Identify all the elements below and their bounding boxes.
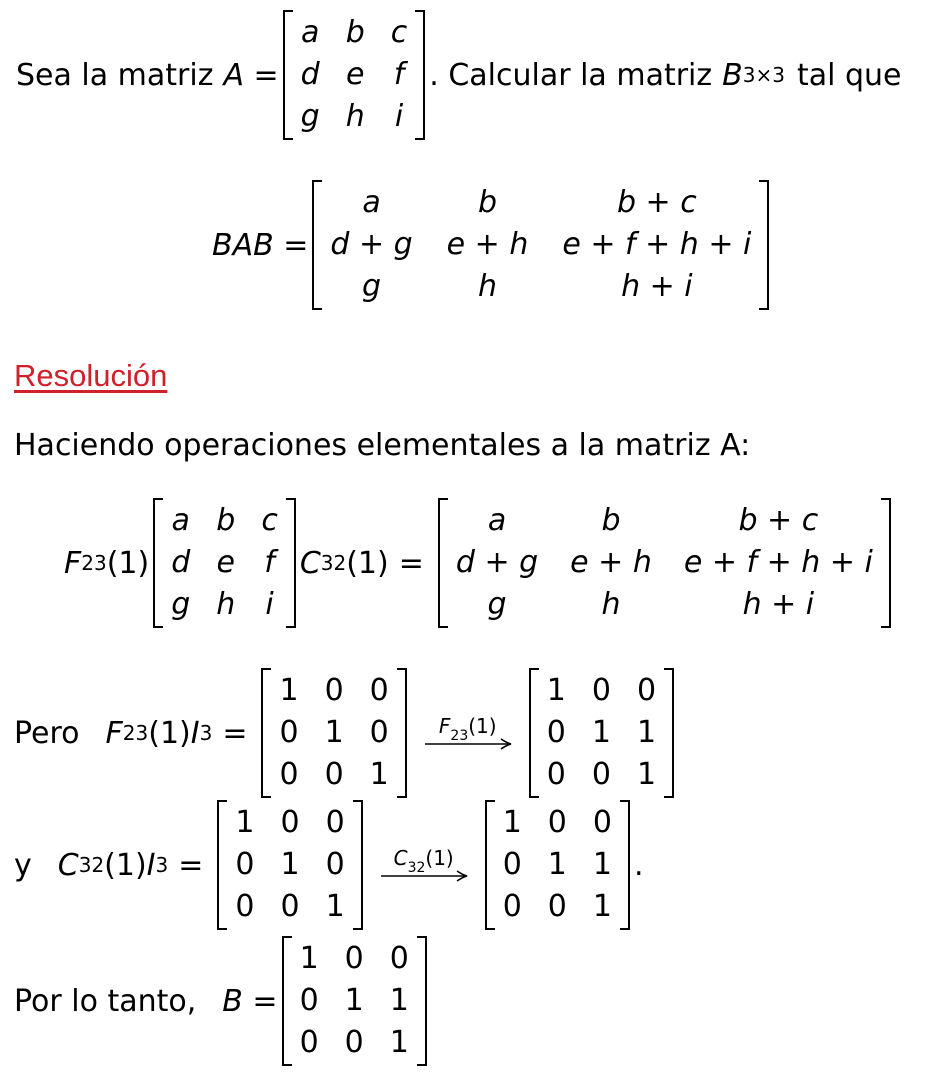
matrix-cell: a	[487, 503, 507, 538]
matrix-cell: 0	[280, 805, 300, 840]
pero-identity-matrix	[261, 668, 406, 798]
matrix-cell: 1	[591, 715, 611, 750]
matrix-cell: 0	[344, 941, 364, 976]
y-C-argument: (1)	[104, 847, 147, 883]
y-equals: =	[178, 847, 204, 883]
matrix-cell: 0	[324, 673, 344, 708]
matrix-cell: b	[345, 15, 365, 50]
matrix-cell: b	[601, 503, 621, 538]
ops-result-matrix	[438, 498, 891, 628]
matrix-B-symbol: B	[722, 57, 743, 93]
matrix-cell: 1	[502, 805, 522, 840]
right-arrow-icon	[423, 737, 513, 751]
matrix-cell: h + i	[621, 269, 693, 304]
matrix-cell: 0	[547, 805, 567, 840]
matrix-cell: 0	[279, 757, 299, 792]
matrix-cell: d	[300, 57, 320, 92]
matrix-cell: 1	[389, 983, 409, 1018]
matrix-cell: e + f + h + i	[683, 545, 873, 580]
matrix-A-label: A =	[223, 57, 279, 93]
C-symbol: C	[299, 545, 321, 581]
matrix-A-grid	[293, 10, 416, 140]
pero-result-matrix	[529, 668, 674, 798]
matrix-cell: b	[477, 185, 498, 220]
y-arrow-C: C	[393, 846, 408, 870]
matrix-cell: b	[216, 503, 236, 538]
y-label: y	[14, 847, 32, 883]
matrix-cell: 0	[591, 757, 611, 792]
matrix-cell: 1	[636, 715, 657, 750]
y-result-grid	[495, 800, 620, 930]
matrix-cell: g	[361, 269, 382, 304]
matrix-cell: h	[216, 587, 236, 622]
matrix-cell: 0	[502, 847, 522, 882]
matrix-cell: 0	[279, 715, 299, 750]
statement-calc: . Calcular la matriz	[429, 57, 713, 93]
matrix-cell: a	[171, 503, 190, 538]
statement-sea: Sea la matriz	[16, 57, 214, 93]
matrix-cell: 0	[325, 805, 345, 840]
matrix-cell: 0	[369, 715, 389, 750]
pero-F-argument: (1)	[148, 715, 191, 751]
conclusion-line	[14, 936, 431, 1066]
ops-matrix-A-grid	[163, 498, 286, 628]
matrix-cell: a	[301, 15, 320, 50]
matrix-cell: 0	[591, 673, 611, 708]
pero-F-symbol: F	[105, 715, 123, 751]
matrix-cell: i	[265, 587, 274, 622]
matrix-cell: e	[216, 545, 236, 580]
matrix-cell: b + c	[738, 503, 819, 538]
resolution-intro	[14, 428, 750, 463]
matrix-cell: f	[264, 545, 275, 580]
bab-lhs: BAB =	[212, 227, 309, 263]
y-arrow-C-sub: 32	[407, 860, 426, 876]
pero-identity-grid	[271, 668, 396, 798]
matrix-cell: f	[393, 57, 405, 92]
matrix-cell: 0	[369, 673, 389, 708]
resolution-heading: Resolución	[14, 358, 168, 393]
pero-arrow-F-sub: 23	[450, 728, 469, 744]
matrix-cell: e + f + h + i	[562, 227, 752, 262]
ops-matrix-A	[153, 498, 296, 628]
bab-matrix-grid	[322, 180, 759, 310]
conclusion-B-label: B =	[222, 983, 278, 1019]
matrix-cell: 1	[235, 805, 255, 840]
matrix-A	[283, 10, 426, 140]
matrix-cell: 0	[235, 847, 255, 882]
matrix-cell: 1	[636, 757, 657, 792]
matrix-cell: 1	[344, 983, 364, 1018]
matrix-cell: 0	[299, 1025, 319, 1060]
matrix-cell: 0	[636, 673, 657, 708]
matrix-cell: 0	[547, 889, 567, 924]
matrix-cell: 0	[344, 1025, 364, 1060]
ops-equals: =	[398, 545, 424, 581]
bab-matrix	[312, 180, 769, 310]
matrix-cell: 0	[546, 757, 566, 792]
y-result-matrix	[485, 800, 630, 930]
matrix-cell: 1	[546, 673, 566, 708]
matrix-cell: 0	[389, 941, 409, 976]
y-identity-grid	[227, 800, 352, 930]
matrix-cell: h + i	[742, 587, 815, 622]
elementary-ops-equation: F 23 (1) a b c d e f g h i C 32 (1) = a b b + c d + g e + h e + f + h + i g h h + i	[64, 498, 895, 628]
bab-equation	[212, 180, 773, 310]
matrix-cell: 0	[299, 983, 319, 1018]
matrix-cell: 1	[389, 1025, 409, 1060]
matrix-cell: c	[261, 503, 278, 538]
pero-equals: =	[222, 715, 248, 751]
resolution-intro-text: Haciendo operaciones elementales a la matriz A:	[14, 428, 751, 463]
matrix-cell: 1	[547, 847, 567, 882]
matrix-cell: h	[477, 269, 497, 304]
matrix-cell: 1	[324, 715, 344, 750]
conclusion-matrix-B	[282, 936, 427, 1066]
y-trailing-period: .	[633, 847, 644, 883]
matrix-cell: 1	[369, 757, 389, 792]
statement-line: Sea la matriz A = a b c d e f g h i . Calcular la matriz B 3×3 tal que	[16, 10, 902, 140]
pero-arrow-F-arg: (1)	[468, 714, 497, 738]
matrix-cell: g	[487, 587, 507, 622]
F-symbol: F	[64, 545, 82, 581]
pero-arrow-F: F	[438, 714, 451, 738]
matrix-cell: 1	[325, 889, 345, 924]
y-identity-matrix	[217, 800, 362, 930]
matrix-cell: i	[394, 99, 404, 134]
matrix-cell: g	[300, 99, 320, 134]
y-C-symbol: C	[57, 847, 79, 883]
matrix-cell: 1	[279, 673, 299, 708]
conclusion-label: Por lo tanto,	[14, 983, 197, 1019]
matrix-cell: e + h	[446, 227, 529, 262]
conclusion-matrix-grid	[292, 936, 417, 1066]
right-arrow-icon	[379, 869, 469, 883]
matrix-cell: e + h	[570, 545, 652, 580]
y-I-symbol: I	[146, 847, 156, 883]
matrix-cell: b + c	[616, 185, 697, 220]
y-arrow	[379, 847, 469, 883]
pero-label: Pero	[14, 715, 80, 751]
matrix-cell: d	[171, 545, 191, 580]
y-arrow-C-arg: (1)	[425, 846, 454, 870]
matrix-cell: 0	[546, 715, 566, 750]
matrix-cell: e	[346, 57, 365, 92]
matrix-cell: 0	[235, 889, 255, 924]
matrix-cell: 1	[299, 941, 319, 976]
matrix-cell: 0	[592, 805, 612, 840]
matrix-cell: h	[601, 587, 621, 622]
matrix-cell: d + g	[330, 227, 413, 262]
statement-tal-que: tal que	[796, 57, 902, 93]
matrix-cell: 1	[280, 847, 300, 882]
C-argument: (1)	[346, 545, 389, 581]
matrix-cell: 0	[325, 847, 345, 882]
pero-result-grid	[539, 668, 664, 798]
matrix-cell: 0	[502, 889, 522, 924]
matrix-cell: 1	[592, 847, 612, 882]
ops-result-grid	[448, 498, 881, 628]
matrix-cell: a	[362, 185, 381, 220]
matrix-cell: c	[390, 15, 408, 50]
matrix-cell: 0	[280, 889, 300, 924]
F-argument: (1)	[106, 545, 150, 581]
y-line: y C 32 (1) I 3 = 1 0 0 0 1 0 0 0 1 $C_{32}(1)$ 1 0 0 0 1 1 0 0 1 .	[14, 800, 644, 930]
matrix-cell: g	[171, 587, 191, 622]
pero-arrow	[423, 715, 513, 751]
matrix-cell: 0	[324, 757, 344, 792]
matrix-cell: h	[345, 99, 365, 134]
pero-I-symbol: I	[190, 715, 200, 751]
pero-line: Pero F 23 (1) I 3 = 1 0 0 0 1 0 0 0 1 $F_{23}(1)$ 1 0 0 0 1 1 0 0 1	[14, 668, 678, 798]
matrix-cell: 1	[592, 889, 612, 924]
matrix-cell: d + g	[455, 545, 539, 580]
